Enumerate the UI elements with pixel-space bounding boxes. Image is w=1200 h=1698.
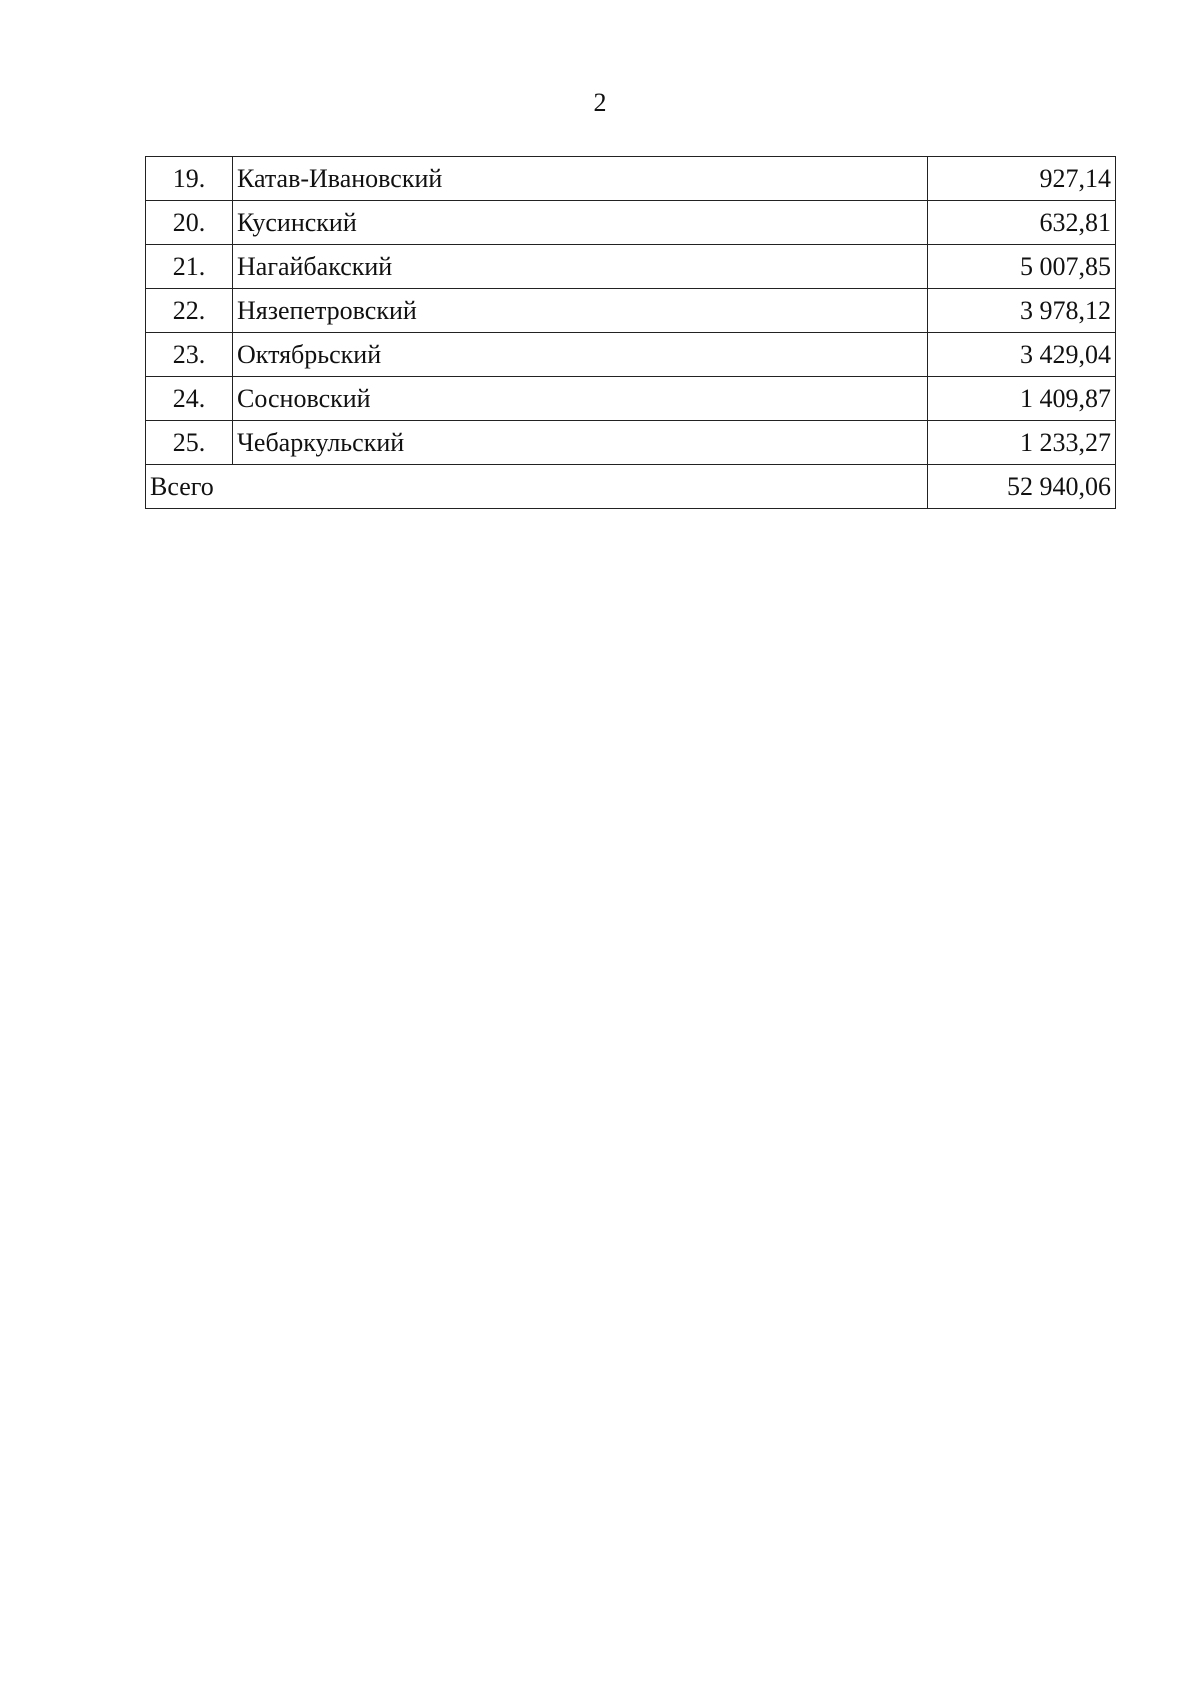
row-number: 24. — [146, 377, 233, 421]
table-row — [146, 333, 1116, 377]
district-name: Октябрьский — [233, 333, 928, 377]
table-row — [146, 245, 1116, 289]
table-row — [146, 377, 1116, 421]
total-label: Всего — [146, 465, 928, 509]
row-number: 19. — [146, 157, 233, 201]
table-row — [146, 157, 1116, 201]
row-number: 21. — [146, 245, 233, 289]
row-number: 22. — [146, 289, 233, 333]
district-value: 1 233,27 — [928, 421, 1116, 465]
district-name: Катав-Ивановский — [233, 157, 928, 201]
district-values-table — [145, 156, 1116, 509]
row-number: 25. — [146, 421, 233, 465]
total-value: 52 940,06 — [928, 465, 1116, 509]
row-number: 20. — [146, 201, 233, 245]
district-value: 927,14 — [928, 157, 1116, 201]
district-name: Чебаркульский — [233, 421, 928, 465]
table-row — [146, 421, 1116, 465]
district-name: Сосновский — [233, 377, 928, 421]
district-value: 5 007,85 — [928, 245, 1116, 289]
district-value: 3 429,04 — [928, 333, 1116, 377]
total-row — [146, 465, 1116, 509]
district-value: 632,81 — [928, 201, 1116, 245]
table-row — [146, 201, 1116, 245]
district-value: 1 409,87 — [928, 377, 1116, 421]
district-name: Кусинский — [233, 201, 928, 245]
table-row — [146, 289, 1116, 333]
row-number: 23. — [146, 333, 233, 377]
district-name: Нязепетровский — [233, 289, 928, 333]
district-name: Нагайбакский — [233, 245, 928, 289]
page-number: 2 — [593, 88, 607, 117]
district-value: 3 978,12 — [928, 289, 1116, 333]
